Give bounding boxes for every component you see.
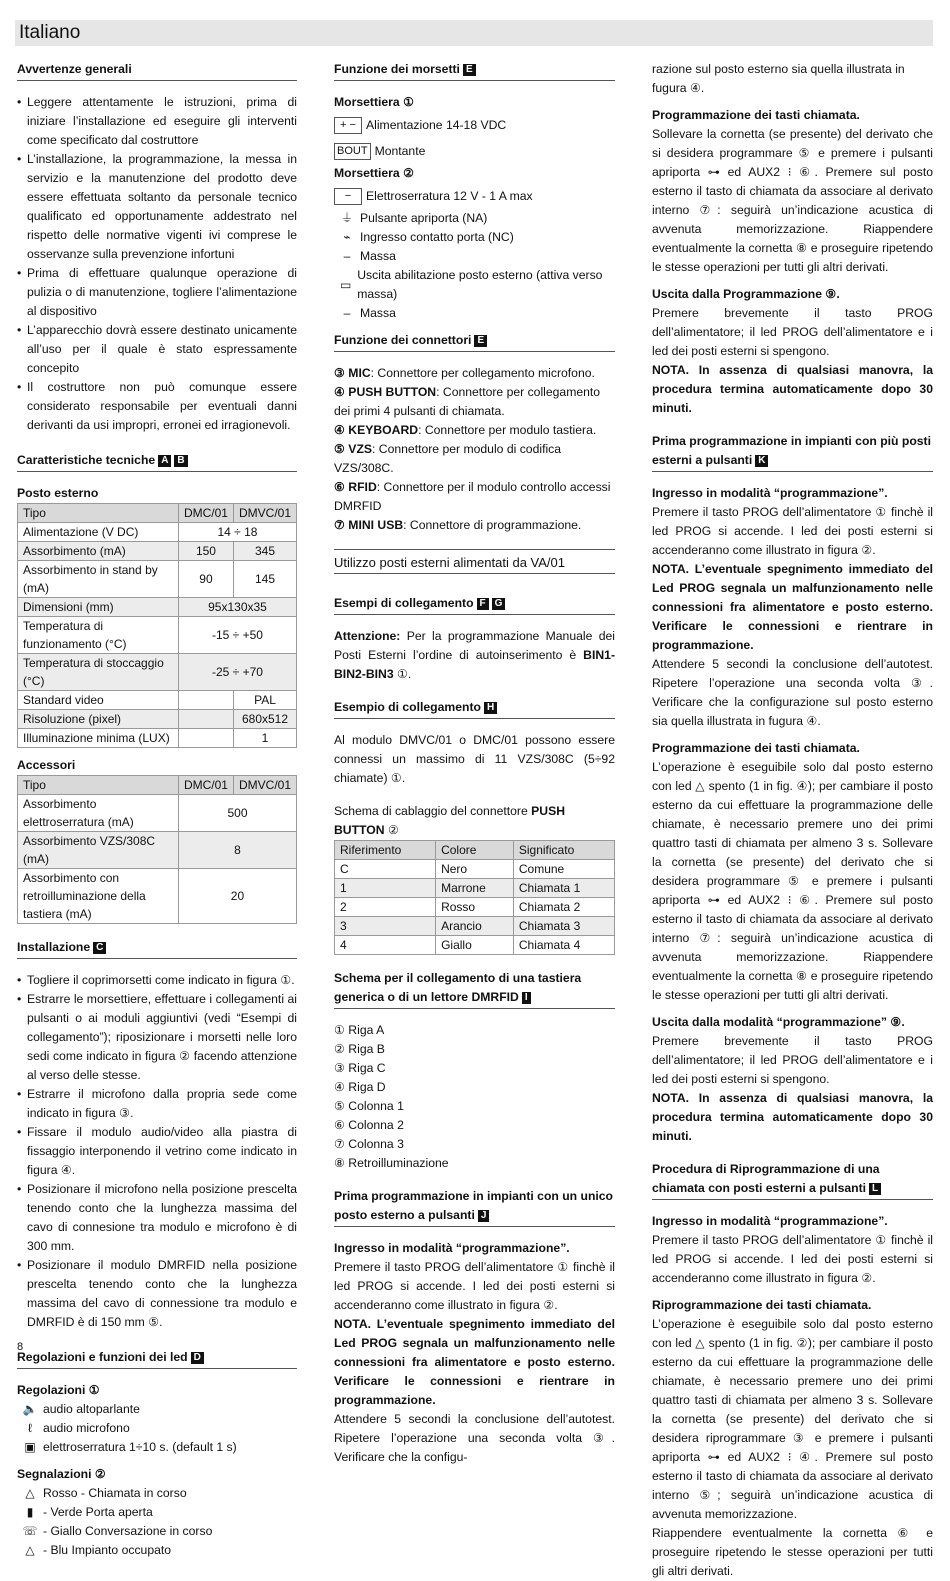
list-item: ④ KEYBOARD: Connettore per modulo tastiera. <box>334 423 597 437</box>
list-item: ▮ - Verde Porta aperta <box>17 1503 297 1522</box>
list-item: ▣ elettroserratura 1÷10 s. (default 1 s) <box>17 1438 297 1457</box>
list-item: ② Riga B <box>334 1042 385 1056</box>
list-item: – Massa <box>334 304 615 323</box>
figure-tag: G <box>492 598 506 610</box>
ingresso-text: Premere il tasto PROG dell’alimentatore ① finchè il led PROG si accende. I led dei posti esterni si accenderanno come illustrato in figura ②. <box>334 1260 615 1312</box>
table-row: Assorbimento VZS/308C (mA) 8 <box>18 832 297 869</box>
door-icon: ▮ <box>26 1505 34 1519</box>
list-item: • Prima di effettuare qualunque operazione di pulizia o di manutenzione, togliere l’alimentazione al dispositivo <box>17 264 297 321</box>
list-item: ⑦ MINI USB: Connettore di programmazione. <box>334 518 582 532</box>
ingresso-title: Ingresso in modalità “programmazione”. <box>652 1214 888 1228</box>
avvertenze-list <box>17 93 297 435</box>
prog-tasti-text: Sollevare la cornetta (se presente) del derivato che si desidera programmare ⑤ e premere i pulsanti apriporta ⊶ ed AUX2 ⁝ ⑥. Premere sul posto esterno il tasto di chiamata da associare al derivato interno ⑦: seguirà un’indicazione acustica di avvenuta memorizzazione. Riappendere eventualmente la cornetta ⑧ e proseguire ripetendo le stesse operazioni per tutti gli altri derivati. <box>652 127 933 274</box>
uscita-nota: NOTA. In assenza di qualsiasi manovra, la procedura termina automaticamente dopo 30 minuti. <box>652 1091 933 1143</box>
segnalazioni-subtitle: Segnalazioni ② <box>17 1467 106 1481</box>
figure-tag: J <box>478 1210 490 1222</box>
list-item: – Massa <box>334 247 615 266</box>
section-avvertenze: Avvertenze generali <box>17 60 297 81</box>
morsettiera-2-title: Morsettiera ② <box>334 166 415 180</box>
regolazioni-subtitle: Regolazioni ① <box>17 1383 100 1397</box>
list-item: ④ Riga D <box>334 1080 386 1094</box>
list-item: ⑦ Colonna 3 <box>334 1137 404 1151</box>
uscita-text: Premere brevemente il tasto PROG dell’alimentatore; il led PROG dell’alimentatore e i led dei posti esterni si spengono. <box>652 306 933 358</box>
table-row: 2 Rosso Chiamata 2 <box>335 898 615 917</box>
table-row: Assorbimento (mA) 150 345 <box>18 542 297 561</box>
accessori-title: Accessori <box>17 758 76 772</box>
list-item: ① Riga A <box>334 1023 385 1037</box>
list-item: ⑤ Colonna 1 <box>334 1099 404 1113</box>
table-row: Temperatura di funzionamento (°C) -15 ÷ +50 <box>18 617 297 654</box>
list-item: • L’installazione, la programmazione, la messa in servizio e la manutenzione del prodotto deve essere effettuata soltanto da personale tecnico qualificato ed opportunamente addestrato nel rispetto delle normative vigenti ivi comprese le osservanze sulla prevenzione infortuni <box>17 150 297 264</box>
list-item: ⑥ RFID: Connettore per il modulo controllo accessi DMRFID <box>334 480 611 513</box>
section-regolazioni: Regolazioni e funzioni dei led D <box>17 1348 297 1369</box>
figure-tag: E <box>463 64 476 76</box>
list-item: 🔈 audio altoparlante <box>17 1400 297 1419</box>
lock-icon: − <box>334 188 362 205</box>
list-item: • Estrarre le morsettiere, effettuare i collegamenti ai pulsanti o ai moduli aggiuntivi (vedi “Esempi di collegamento”); riposizionare i morsetti nelle loro sedi come indicato in figura ② facendo attenzione al verso delle stesse. <box>17 990 297 1085</box>
list-item: ▭ Uscita abilitazione posto esterno (attiva verso massa) <box>334 266 615 304</box>
accessori-table: Tipo DMC/01 DMVC/01 Assorbimento elettroserratura (mA) 500 Assorbimento VZS/308C (mA) 8 Assorbimento con retroilluminazione della tastiera (mA) 20 <box>17 775 297 924</box>
bout-label: BOUT <box>334 143 371 160</box>
list-item: ⌁ Ingresso contatto porta (NC) <box>334 228 615 247</box>
table-row: Assorbimento elettroserratura (mA) 500 <box>18 795 297 832</box>
table-row: Risoluzione (pixel) 680x512 <box>18 710 297 729</box>
prog-tasti-text: L’operazione è eseguibile solo dal posto esterno con led △ spento (1 in fig. ④); per cambiare il posto esterno da cui effettuare la programmazione delle chiamate, è necessario premere uno dei primi quattro tasti di chiamata per almeno 3 s. Sollevare la cornetta (se presente) del derivato che si desidera programmare ⑤ e premere i pulsanti apriporta ⊶ ed AUX2 ⁝ ⑥. Premere sul posto esterno il tasto di chiamata da associare al derivato interno ⑦: seguirà un’indicazione acustica di avvenuta memorizzazione. Riappendere eventualmente la cornetta ⑧ e proseguire ripetendo le stesse operazioni per tutti gli altri derivati. <box>652 760 933 1002</box>
table-row: 4 Giallo Chiamata 4 <box>335 936 615 955</box>
list-item: ⏚ Pulsante apriporta (NA) <box>334 209 615 228</box>
figure-tag: E <box>474 335 487 347</box>
list-item: • L’apparecchio dovrà essere destinato unicamente all’uso per il quale è stato espressamente concepito <box>17 321 297 378</box>
attenzione-text: Attenzione: Per la programmazione Manuale dei Posti Esterni l’ordine di autoinserimento è BIN1-BIN2-BIN3 ①. <box>334 629 615 681</box>
list-item: BOUT Montante <box>334 138 615 164</box>
microphone-icon: ℓ <box>28 1421 32 1435</box>
section-prima-unico: Prima programmazione in impianti con un unico posto esterno a pulsanti J <box>334 1187 615 1227</box>
morsettiera-1-title: Morsettiera ① <box>334 95 415 109</box>
section-installazione: Installazione C <box>17 938 297 959</box>
column-2 <box>334 60 615 1467</box>
list-item: − Elettroserratura 12 V - 1 A max <box>334 183 615 209</box>
list-item: • Il costruttore non può comunque essere considerato responsabile per eventuali danni derivanti da usi impropri, erronei ed irragionevoli. <box>17 378 297 435</box>
uscita-nota: NOTA. In assenza di qualsiasi manovra, la procedura termina automaticamente dopo 30 minuti. <box>652 363 933 415</box>
figure-tag: H <box>484 702 497 714</box>
list-item: ⑤ VZS: Connettore per modulo di codifica VZS/308C. <box>334 442 562 475</box>
ingresso-title: Ingresso in modalità “programmazione”. <box>334 1241 570 1255</box>
section-prima-piu: Prima programmazione in impianti con più posti esterni a pulsanti K <box>652 432 933 472</box>
section-riprogrammazione: Procedura di Riprogrammazione di una chiamata con posti esterni a pulsanti L <box>652 1160 933 1200</box>
list-item: △ - Blu Impianto occupato <box>17 1541 297 1560</box>
prog-tasti-title: Programmazione dei tasti chiamata. <box>652 108 860 122</box>
list-item: • Fissare il modulo audio/video alla piastra di fissaggio interponendo il vetrino come indicato in figura ④. <box>17 1123 297 1180</box>
section-morsetti: Funzione dei morsetti E <box>334 60 615 81</box>
table-row: Assorbimento con retroilluminazione della tastiera (mA) 20 <box>18 869 297 924</box>
ingresso-text: Premere il tasto PROG dell’alimentatore ① finchè il led PROG si accende. I led dei posti esterni si accenderanno come illustrato in figura ②. <box>652 505 933 557</box>
figure-tag: L <box>869 1183 881 1195</box>
section-esempio: Esempio di collegamento H <box>334 698 615 719</box>
installazione-list <box>17 971 297 1332</box>
speaker-icon: 🔈 <box>22 1402 38 1416</box>
figure-tag: F <box>477 598 489 610</box>
table-row: 1 Marrone Chiamata 1 <box>335 879 615 898</box>
posto-esterno-table: Tipo DMC/01 DMVC/01 Alimentazione (V DC) 14 ÷ 18 Assorbimento (mA) 150 345 Assorbimento in stand by (mA) 90 145 Dimensioni (mm) 95x130x35 Temperatura di funzionamento (°C) -15 ÷ +50 Temperatura di stoccaggio (°C) -25 ÷ +70 Standard video PAL Risoluzione (pixel) 680x512 Illuminazione minima (LUX) 1 <box>17 503 297 748</box>
ingresso-title: Ingresso in modalità “programmazione”. <box>652 486 888 500</box>
output-icon: ▭ <box>339 277 352 292</box>
continued-text: razione sul posto esterno sia quella illustrata in fugura ④. <box>652 62 905 95</box>
bell-icon: △ <box>25 1486 35 1500</box>
list-item: • Posizionare il microfono nella posizione prescelta tenendo conto che la lunghezza massima del cavo di connesione tra modulo e microfono è di 300 mm. <box>17 1180 297 1256</box>
section-utilizzo: Utilizzo posti esterni alimentati da VA/01 <box>334 549 615 574</box>
figure-tag: I <box>522 992 531 1004</box>
attendere-text: Attendere 5 secondi la conclusione dell’autotest. Ripetere l’operazione una seconda volta ③. Verificare che la configurazione sul posto esterno sia quella illustrata in fugura ④. <box>652 657 933 728</box>
posto-esterno-title: Posto esterno <box>17 486 99 500</box>
push-button-table: Riferimento Colore Significato C Nero Comune 1 Marrone Chiamata 1 2 Rosso Chiamata 2 3 Arancio Chiamata 3 4 Giallo Chiamata 4 <box>334 840 615 955</box>
riappendere-text: Riappendere eventualmente la cornetta ⑥ e proseguire ripetendo le stesse operazioni per tutti gli altri derivati. <box>652 1526 933 1578</box>
list-item: + − Alimentazione 14-18 VDC <box>334 112 615 138</box>
list-item: ℓ audio microfono <box>17 1419 297 1438</box>
pushbutton-icon: ⏚ <box>340 211 353 225</box>
busy-icon: △ <box>25 1543 35 1557</box>
section-schema-tastiera: Schema per il collegamento di una tastiera generica o di un lettore DMRFID I <box>334 969 615 1009</box>
list-item: • Togliere il coprimorsetti come indicato in figura ①. <box>17 971 297 990</box>
list-item: ③ MIC: Connettore per collegamento microfono. <box>334 366 595 380</box>
lock-icon: ▣ <box>24 1440 36 1454</box>
list-item: ☏ - Giallo Conversazione in corso <box>17 1522 297 1541</box>
section-connettori: Funzione dei connettori E <box>334 331 615 352</box>
table-row: Illuminazione minima (LUX) 1 <box>18 729 297 748</box>
column-1 <box>17 60 297 1560</box>
figure-tag: K <box>755 455 768 467</box>
dash-icon: – <box>343 306 351 320</box>
plus-minus-icon: + − <box>334 117 362 134</box>
table-row: Temperatura di stoccaggio (°C) -25 ÷ +70 <box>18 654 297 691</box>
table-row: 3 Arancio Chiamata 3 <box>335 917 615 936</box>
esempio-text: Al modulo DMVC/01 o DMC/01 possono essere connessi un massimo di 11 VZS/308C (5÷92 chiamate) ①. <box>334 733 615 785</box>
nota-text: NOTA. L’eventuale spegnimento immediato del Led PROG segnala un malfunzionamento nelle connessioni fra alimentatore e posto esterno. Verificare le connessioni e rientrare in programmazione. <box>652 562 933 652</box>
uscita-title: Uscita dalla modalità “programmazione” ⑨. <box>652 1015 905 1029</box>
attendere-text: Attendere 5 secondi la conclusione dell’autotest. Ripetere l’operazione una seconda volta ③. Verificare che la configu- <box>334 1412 615 1464</box>
language-title: Italiano <box>19 22 81 43</box>
table-row: Dimensioni (mm) 95x130x35 <box>18 598 297 617</box>
table-row: C Nero Comune <box>335 860 615 879</box>
ingresso-text: Premere il tasto PROG dell’alimentatore ① finchè il led PROG si accende. I led dei posti esterni si accenderanno come illustrato in figura ②. <box>652 1233 933 1285</box>
table-row: Alimentazione (V DC) 14 ÷ 18 <box>18 523 297 542</box>
schema-caption: Schema di cablaggio del connettore PUSH BUTTON ② <box>334 804 566 837</box>
list-item: ③ Riga C <box>334 1061 386 1075</box>
list-item: ⑥ Colonna 2 <box>334 1118 404 1132</box>
list-item: ⑧ Retroilluminazione <box>334 1156 449 1170</box>
riprog-title: Riprogrammazione dei tasti chiamata. <box>652 1298 872 1312</box>
list-item: • Posizionare il modulo DMRFID nella posizione prescelta tenendo conto che la lunghezza massima del cavo di connessione tra modulo e DMRFID è di 150 mm ⑤. <box>17 1256 297 1332</box>
handset-icon: ☏ <box>22 1524 38 1538</box>
table-row: Standard video PAL <box>18 691 297 710</box>
contact-icon: ⌁ <box>343 230 351 244</box>
uscita-title: Uscita dalla Programmazione ⑨. <box>652 287 840 301</box>
dash-icon: – <box>343 249 351 263</box>
figure-tag: A <box>158 455 171 467</box>
list-item: ④ PUSH BUTTON: Connettore per collegamento dei primi 4 pulsanti di chiamata. <box>334 385 601 418</box>
figure-tag: C <box>93 942 106 954</box>
list-item: △ Rosso - Chiamata in corso <box>17 1484 297 1503</box>
column-3 <box>652 60 933 1581</box>
prog-tasti-title: Programmazione dei tasti chiamata. <box>652 741 860 755</box>
list-item: • Leggere attentamente le istruzioni, prima di iniziare l’installazione ed eseguire gli interventi come specificato dal costruttore <box>17 93 297 150</box>
section-caratteristiche: Caratteristiche tecniche A B <box>17 451 297 472</box>
table-row: Assorbimento in stand by (mA) 90 145 <box>18 561 297 598</box>
nota-text: NOTA. L’eventuale spegnimento immediato del Led PROG segnala un malfunzionamento nelle connessioni fra alimentatore e posto esterno. Verificare le connessioni e rientrare in programmazione. <box>334 1317 615 1407</box>
list-item: • Estrarre il microfono dalla propria sede come indicato in figura ③. <box>17 1085 297 1123</box>
uscita-text: Premere brevemente il tasto PROG dell’alimentatore; il led PROG dell’alimentatore e i led dei posti esterni si spengono. <box>652 1034 933 1086</box>
figure-tag: D <box>191 1352 204 1364</box>
page-number: 8 <box>17 1341 24 1353</box>
language-header <box>15 20 933 46</box>
figure-tag: B <box>174 455 187 467</box>
riprog-text: L’operazione è eseguibile solo dal posto esterno con led △ spento (1 in fig. ②); per cambiare il posto esterno da cui effettuare la programmazione delle chiamate, è necessario premere uno dei primi quattro tasti di chiamata per almeno 3 s. Sollevare la cornetta (se presente) del derivato che si desidera riprogrammare ③ e premere i pulsanti apriporta ⊶ ed AUX2 ⁝ ④. Premere sul posto esterno il tasto di chiamata da associare al derivato interno ⑤; seguirà un’indicazione acustica di avvenuta memorizzazione. <box>652 1317 933 1521</box>
section-esempi: Esempi di collegamento F G <box>334 594 615 615</box>
